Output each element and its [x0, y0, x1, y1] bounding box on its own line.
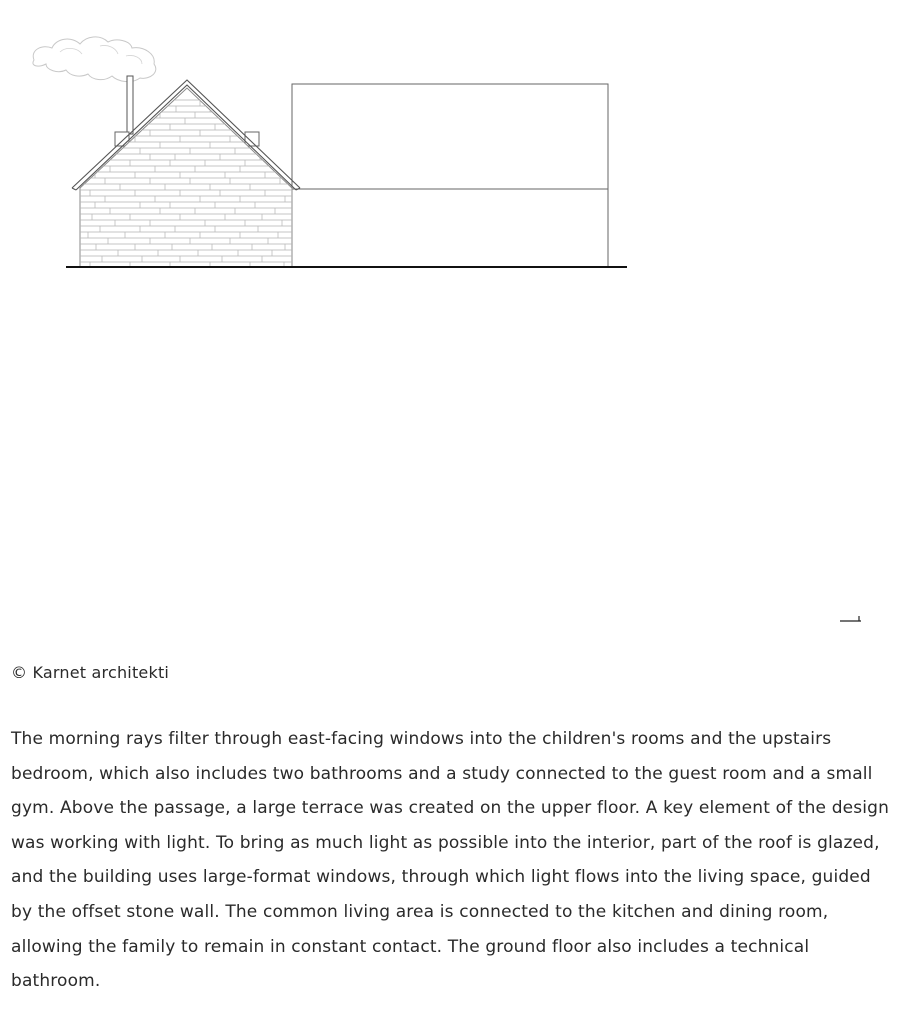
image-credit-caption: © Karnet architekti	[11, 663, 170, 682]
chimney	[127, 76, 133, 134]
annex-upper-volume	[292, 84, 608, 189]
article-paragraph: The morning rays filter through east-facing windows into the children's rooms and the upstairs bedroom, which also includes two bathrooms and a study connected to the guest room and a small gym. Above the passage, a large terrace was created on the upper floor. A key element of the design was working with light. To bring as much light as possible into the interior, part of the roof is glazed, and the building uses large-format windows, through which light flows into the living space, guided by the offset stone wall. The common living area is connected to the kitchen and dining room, allowing the family to remain in constant contact. The ground floor also includes a technical bathroom.	[11, 729, 890, 992]
dormer-right	[245, 132, 259, 146]
scale-bar	[840, 616, 861, 621]
gable-wall	[80, 88, 292, 267]
cloud-sketch	[33, 37, 156, 82]
